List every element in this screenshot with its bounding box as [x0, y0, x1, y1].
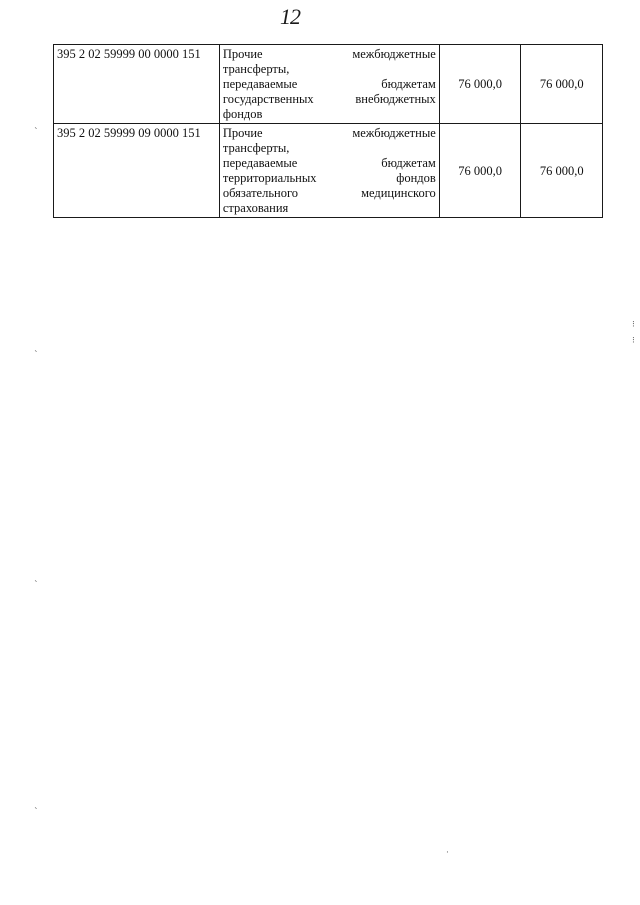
budget-code-cell: 395 2 02 59999 00 0000 151: [54, 45, 220, 124]
scan-speck: ˎ: [34, 120, 39, 130]
income-name-word: передаваемые: [222, 77, 298, 91]
income-name-word: обязательного: [222, 186, 299, 200]
income-name-word: медицинского: [361, 186, 436, 200]
table-body: [54, 45, 603, 218]
table-row: [54, 45, 603, 124]
income-name-word: межбюджетные: [352, 126, 436, 140]
income-name-line: [223, 171, 436, 186]
scan-speck: ˎ: [34, 343, 39, 353]
income-name-line: [223, 126, 436, 141]
income-name-word: межбюджетные: [352, 47, 436, 61]
income-name-line: [223, 186, 436, 201]
budget-table: [53, 44, 603, 218]
income-name-cell: [219, 45, 439, 124]
scan-speck: ⁝: [632, 320, 635, 330]
income-name-word: фондов: [396, 171, 436, 185]
scan-speck: ⁝: [632, 336, 635, 346]
amount-cell-2: 76 000,0: [521, 45, 603, 124]
income-name-word: Прочие: [222, 126, 263, 140]
income-name-word: бюджетам: [381, 156, 436, 170]
income-name-line: [223, 141, 436, 156]
income-name-line: [223, 92, 436, 107]
income-name-line: [223, 107, 436, 122]
income-name-line: [223, 156, 436, 171]
income-name-word: государственных: [222, 92, 314, 106]
page-number: 12: [280, 4, 300, 29]
income-name-word: трансферты,: [222, 62, 290, 76]
amount-cell-1: 76 000,0: [439, 45, 521, 124]
scan-speck: ˎ: [34, 800, 39, 810]
income-name-word: бюджетам: [381, 77, 436, 91]
income-name-line: [223, 77, 436, 92]
income-name-word: территориальных: [222, 171, 317, 185]
amount-cell-2: 76 000,0: [521, 124, 603, 218]
table-row: [54, 124, 603, 218]
income-name-line: [223, 47, 436, 62]
scan-speck: ˎ: [34, 573, 39, 583]
budget-code-cell: 395 2 02 59999 09 0000 151: [54, 124, 220, 218]
income-name-word: передаваемые: [222, 156, 298, 170]
income-name-line: [223, 201, 436, 216]
income-name-word: страхования: [222, 201, 289, 215]
income-name-word: трансферты,: [222, 141, 290, 155]
scan-speck: ·: [446, 848, 449, 858]
income-name-word: фондов: [222, 107, 263, 121]
amount-cell-1: 76 000,0: [439, 124, 521, 218]
income-name-word: внебюджетных: [355, 92, 436, 106]
income-name-line: [223, 62, 436, 77]
income-name-word: Прочие: [222, 47, 263, 61]
income-name-cell: [219, 124, 439, 218]
